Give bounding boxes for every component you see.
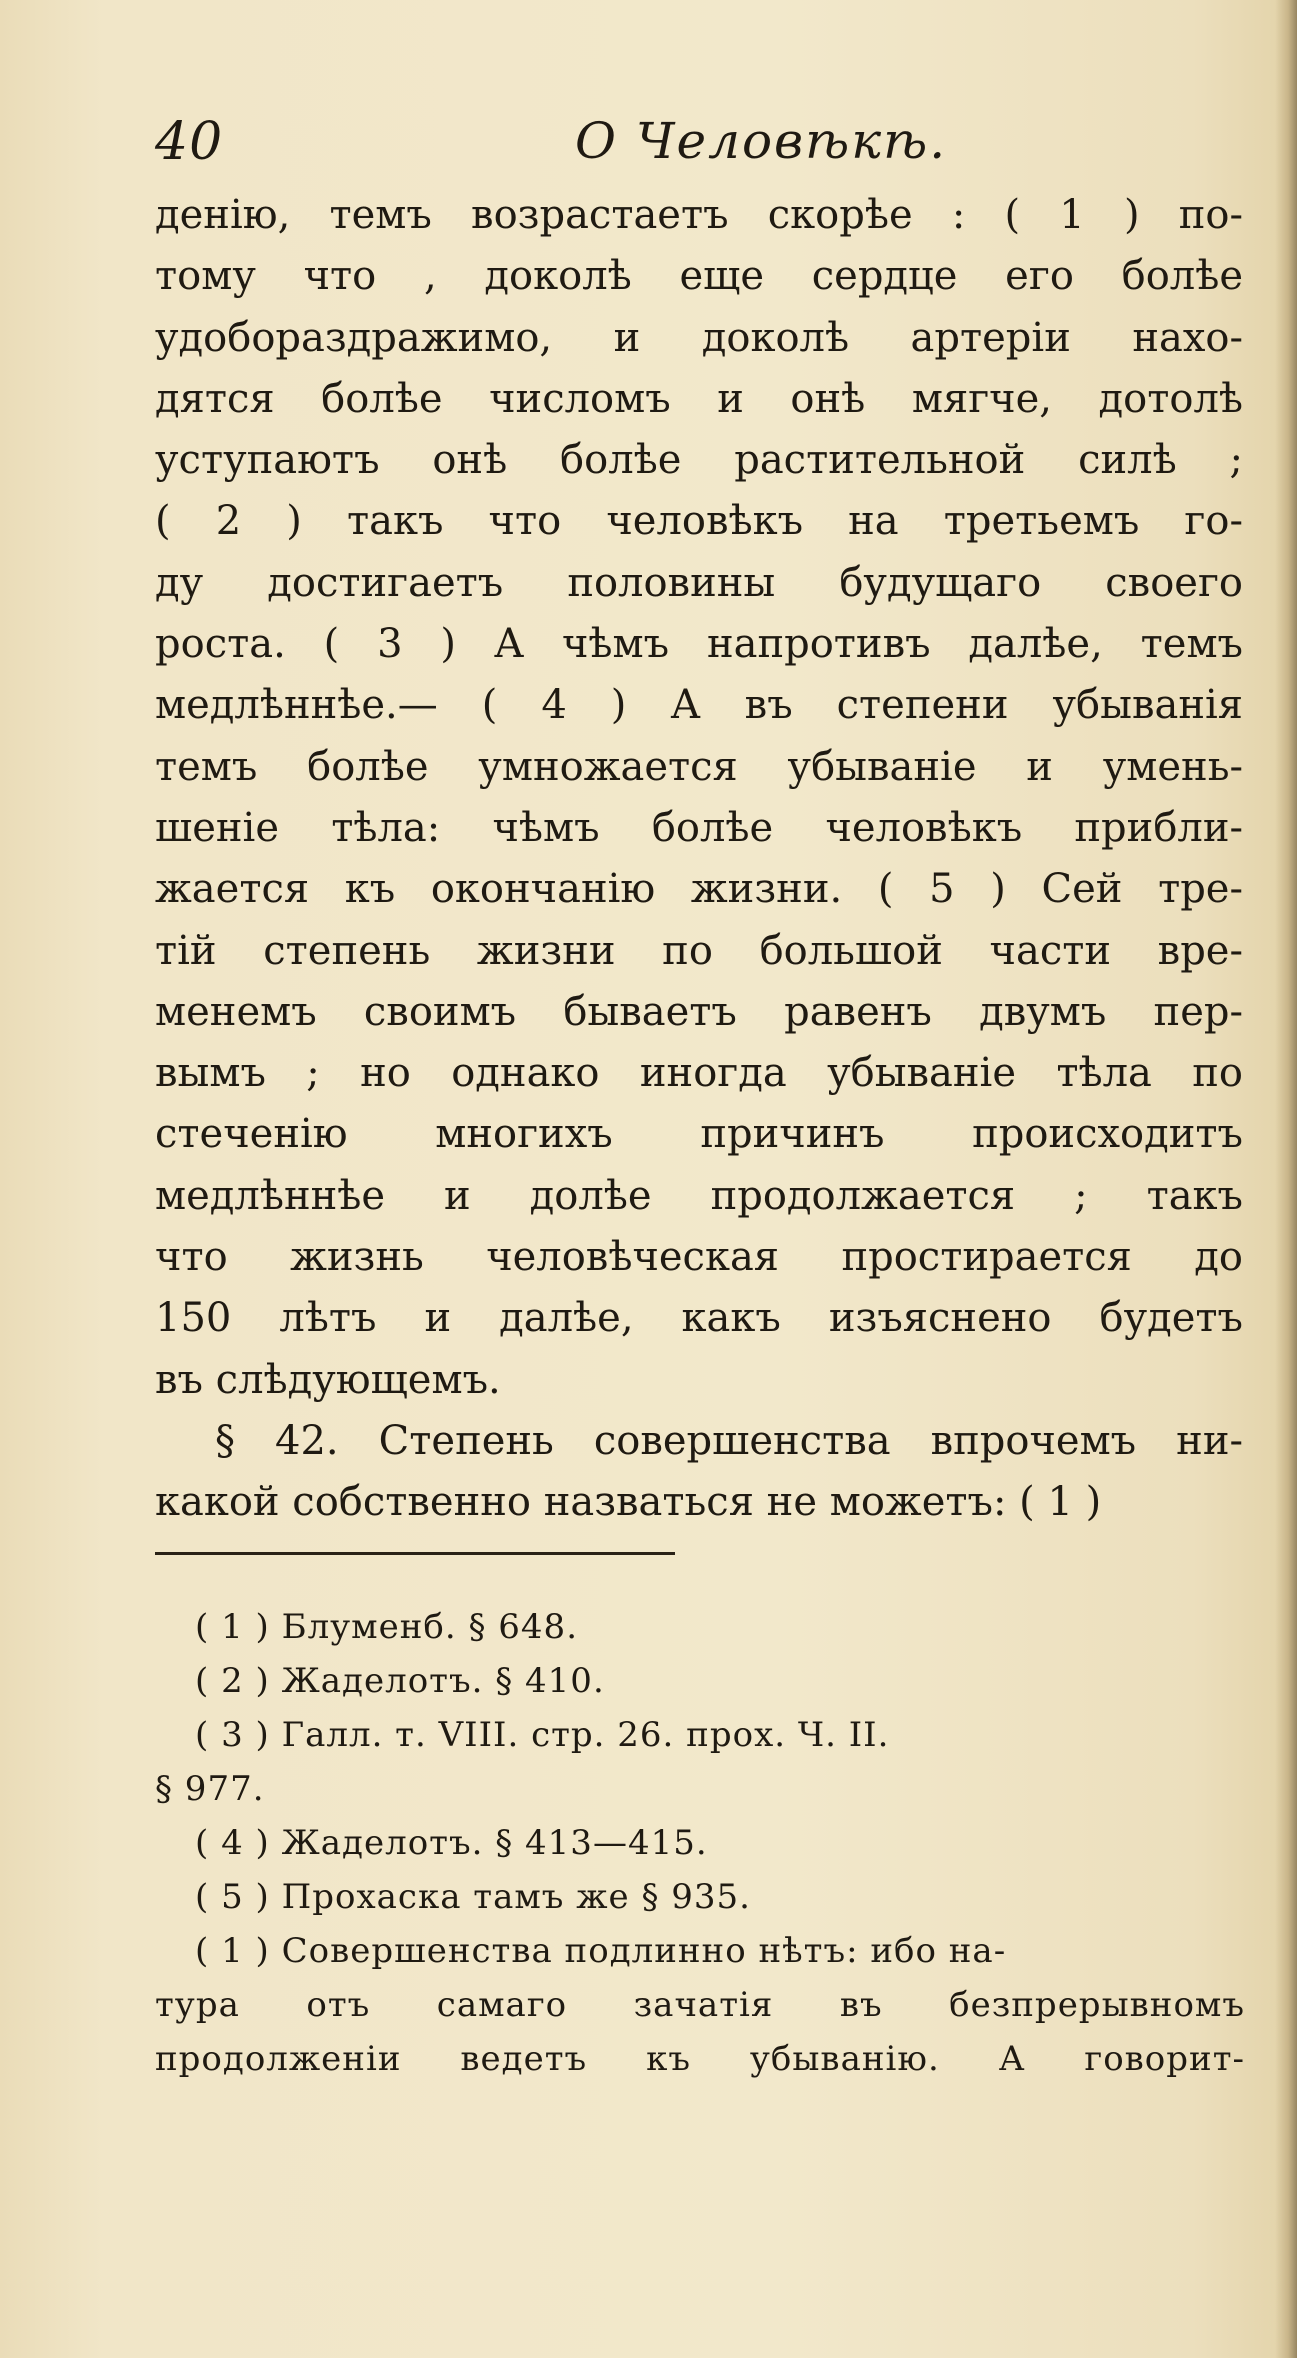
text-line: тій степень жизни по большой части вре- bbox=[155, 927, 1243, 974]
footnote: ( 4 ) Жаделотъ. § 413—415. bbox=[195, 1823, 708, 1863]
text-line: медлѣннѣе.— ( 4 ) А въ степени убыванія bbox=[155, 682, 1243, 729]
footnote: ( 1 ) Совершенства подлинно нѣтъ: ибо на- bbox=[195, 1931, 1007, 1971]
text-line: тому что , доколѣ еще сердце его болѣе bbox=[155, 253, 1243, 300]
footnote: § 977. bbox=[155, 1769, 265, 1809]
text-line: денію, темъ возрастаетъ скорѣе : ( 1 ) по- bbox=[155, 192, 1243, 238]
text-line: стеченію многихъ причинъ происходитъ bbox=[155, 1111, 1243, 1158]
text-line: 150 лѣтъ и далѣе, какъ изъяснено будетъ bbox=[155, 1295, 1243, 1342]
running-head: О Человѣкѣ. bbox=[575, 112, 948, 170]
main-text bbox=[155, 185, 1243, 1534]
footnote: ( 3 ) Галл. т. VIII. стр. 26. прох. Ч. II. bbox=[195, 1715, 890, 1755]
page-number: 40 bbox=[155, 112, 224, 172]
footnote: ( 2 ) Жаделотъ. § 410. bbox=[195, 1661, 605, 1701]
text-line: удобораздражимо, и доколѣ артеріи нахо- bbox=[155, 314, 1243, 361]
footnote-rule bbox=[155, 1552, 675, 1555]
footnotes bbox=[155, 1600, 1245, 2086]
text-line: уступаютъ онѣ болѣе растительной силѣ ; bbox=[155, 437, 1243, 484]
text-line: ду достигаетъ половины будущаго своего bbox=[155, 559, 1243, 606]
text-line: темъ болѣе умножается убываніе и умень- bbox=[155, 743, 1243, 790]
text-line: въ слѣдующемъ. bbox=[155, 1356, 501, 1403]
footnote: тура отъ самаго зачатія въ безпрерывномъ bbox=[155, 1985, 1245, 2025]
page-header bbox=[155, 112, 1245, 172]
section-line: § 42. Степень совершенства впрочемъ ни- bbox=[215, 1417, 1243, 1464]
text-line: медлѣннѣе и долѣе продолжается ; такъ bbox=[155, 1172, 1243, 1219]
text-line: роста. ( 3 ) А чѣмъ напротивъ далѣе, темъ bbox=[155, 621, 1243, 668]
text-line: менемъ своимъ бываетъ равенъ двумъ пер- bbox=[155, 988, 1243, 1035]
page-edge-shadow bbox=[1275, 0, 1297, 2358]
text-line: ( 2 ) такъ что человѣкъ на третьемъ го- bbox=[155, 498, 1243, 545]
section-line: какой собственно назваться не можетъ: ( 1 ) bbox=[155, 1479, 1102, 1526]
text-line: дятся болѣе числомъ и онѣ мягче, дотолѣ bbox=[155, 375, 1243, 422]
footnote: ( 5 ) Прохаска тамъ же § 935. bbox=[195, 1877, 751, 1917]
text-line: что жизнь человѣческая простирается до bbox=[155, 1234, 1243, 1281]
text-line: вымъ ; но однако иногда убываніе тѣла по bbox=[155, 1050, 1243, 1097]
footnote: продолженіи ведетъ къ убыванію. А говорит- bbox=[155, 2039, 1245, 2079]
text-line: шеніе тѣла: чѣмъ болѣе человѣкъ прибли- bbox=[155, 804, 1243, 851]
footnote: ( 1 ) Блуменб. § 648. bbox=[195, 1607, 578, 1647]
text-line: жается къ окончанію жизни. ( 5 ) Сей тре- bbox=[155, 866, 1243, 913]
